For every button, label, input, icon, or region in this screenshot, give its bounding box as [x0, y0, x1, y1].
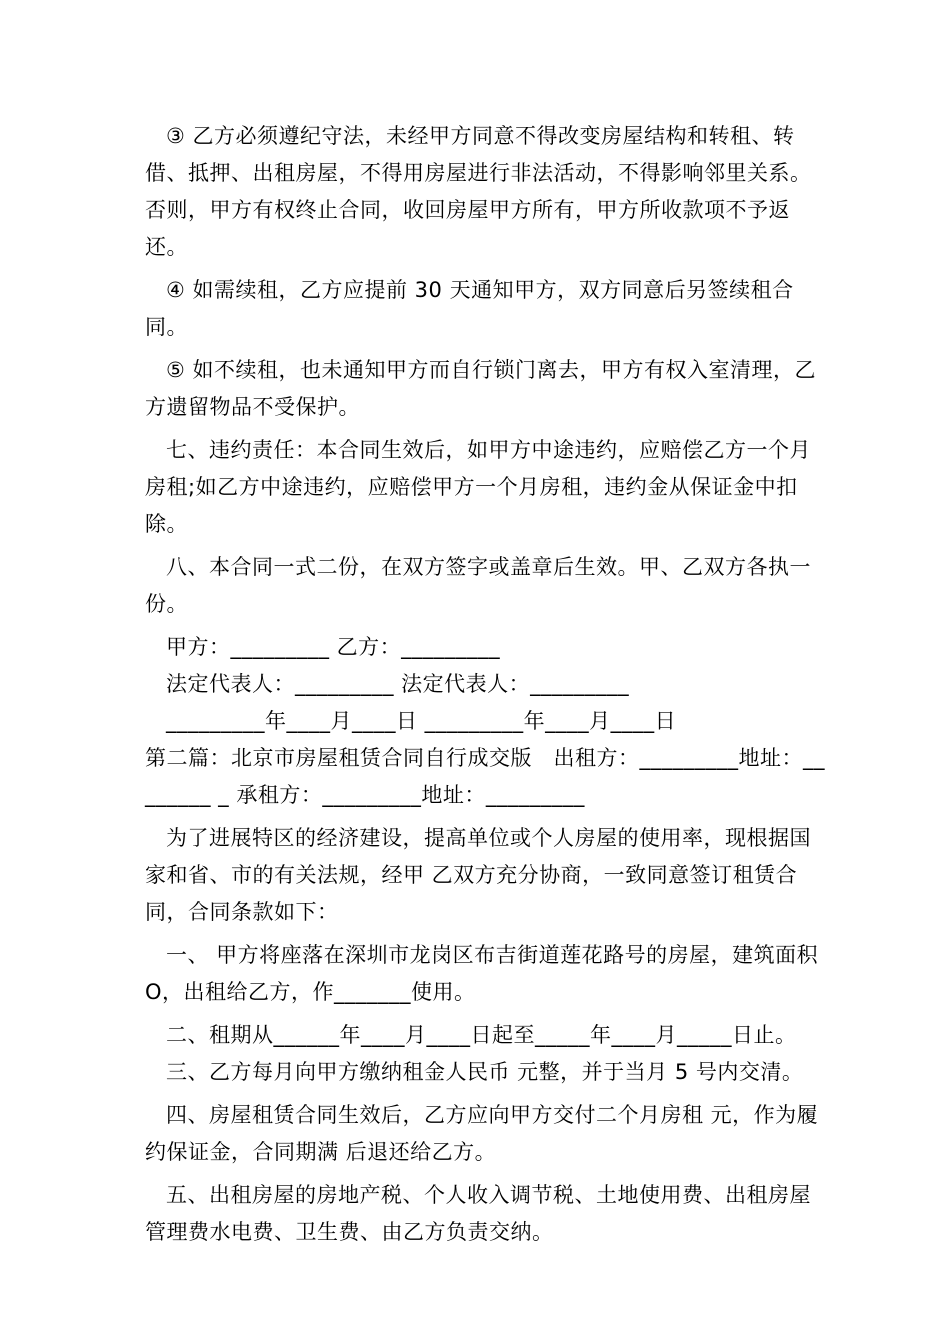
document-body	[145, 118, 825, 1257]
article-2-paragraph: 二、租期从______年____月____日起至_____年____月_____日止。	[166, 1023, 797, 1047]
article-4-paragraph: 四、房屋租赁合同生效后，乙方应向甲方交付二个月房租 元，作为履约保证金，合同期满 后退还给乙方。	[145, 1103, 819, 1164]
clause-3-paragraph: ③ 乙方必须遵纪守法，未经甲方同意不得改变房屋结构和转租、转借、抵押、出租房屋，不得用房屋进行非法活动，不得影响邻里关系。否则，甲方有权终止合同，收回房屋甲方所有，甲方所收款项不予返还。	[145, 124, 812, 259]
legal-representative-line: 法定代表人：_________ 法定代表人：_________	[166, 672, 630, 696]
party-signature-line: 甲方：_________ 乙方：_________	[166, 635, 501, 659]
second-contract-heading: 第二篇：北京市房屋租赁合同自行成交版 出租方：_________地址：________ _ 承租方：_________地址：_________	[145, 746, 825, 807]
breach-liability-paragraph: 七、违约责任：本合同生效后，如甲方中途违约，应赔偿乙方一个月房租;如乙方中途违约，应赔偿甲方一个月房租，违约金从保证金中扣除。	[145, 438, 811, 536]
article-1-paragraph: 一、 甲方将座落在深圳市龙岗区布吉街道莲花路号的房屋，建筑面积 O，出租给乙方，作_______使用。	[145, 943, 819, 1004]
article-3-paragraph: 三、乙方每月向甲方缴纳租金人民币 元整，并于当月 5 号内交清。	[166, 1060, 804, 1084]
copies-paragraph: 八、本合同一式二份，在双方签字或盖章后生效。甲、乙双方各执一份。	[145, 555, 811, 616]
clause-4-paragraph: ④ 如需续租，乙方应提前 30 天通知甲方，双方同意后另签续租合同。	[145, 278, 794, 339]
preamble-paragraph: 为了进展特区的经济建设，提高单位或个人房屋的使用率，现根据国家和省、市的有关法规，经甲 乙双方充分协商，一致同意签订租赁合同，合同条款如下：	[145, 826, 811, 924]
clause-5-paragraph: ⑤ 如不续租，也未通知甲方而自行锁门离去，甲方有权入室清理，乙方遗留物品不受保护。	[145, 358, 816, 419]
date-line: _________年____月____日 _________年____月____日	[166, 709, 677, 733]
article-5-paragraph: 五、出租房屋的房地产税、个人收入调节税、土地使用费、出租房屋管理费水电费、卫生费、由乙方负责交纳。	[145, 1183, 811, 1244]
